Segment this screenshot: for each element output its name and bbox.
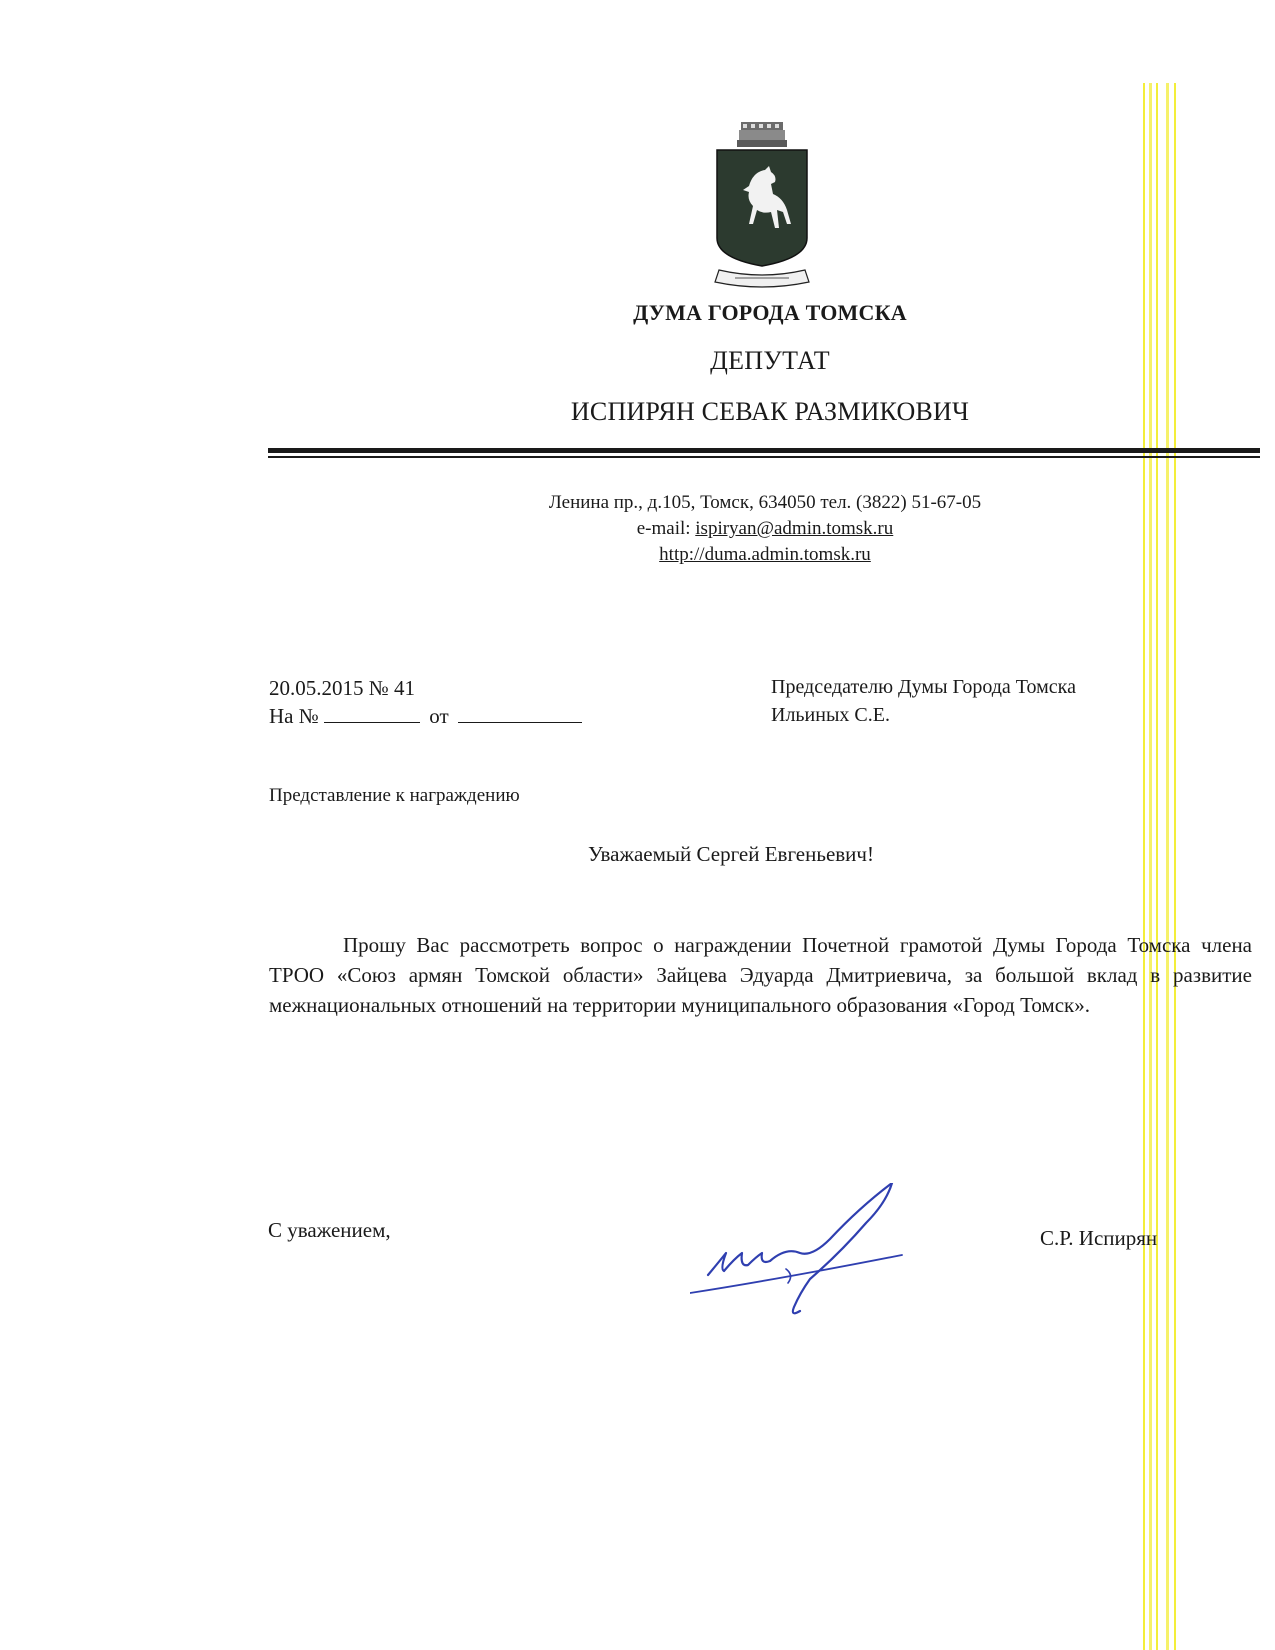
- in-reply-line: [269, 704, 582, 729]
- body-paragraph: Прошу Вас рассмотреть вопрос о награждении Почетной грамотой Думы Города Томска члена ТРОО «Союз армян Томской области» Зайцева Эдуарда Дмитриевича, за большой вклад в развитие межнациональных отношений на территории муниципального образования «Город Томск».: [269, 933, 1252, 1017]
- addressee-name: Ильиных С.Е.: [771, 704, 890, 726]
- document-date-number: 20.05.2015 № 41: [269, 676, 416, 700]
- signatory-name: С.Р. Испирян: [1040, 1226, 1158, 1250]
- address-phone: Ленина пр., д.105, Томск, 634050 тел. (3822) 51-67-05: [548, 492, 982, 513]
- header-divider-thin: [268, 456, 1260, 458]
- reply-date-blank: [458, 704, 582, 723]
- subject-line: Представление к награждению: [269, 785, 520, 806]
- position-title: ДЕПУТАТ: [710, 346, 830, 375]
- addressee-title: Председателю Думы Города Томска: [771, 676, 1076, 698]
- header-divider: [268, 448, 1260, 453]
- closing-phrase: С уважением,: [268, 1218, 391, 1242]
- signature-icon: [690, 1183, 940, 1323]
- in-reply-from: от: [429, 704, 449, 728]
- tomsk-coat-of-arms-icon: [713, 120, 811, 290]
- email-line: [0, 516, 1275, 542]
- in-reply-prefix: На №: [269, 704, 319, 728]
- email-link[interactable]: ispiryan@admin.tomsk.ru: [695, 518, 894, 539]
- email-label: e-mail:: [636, 518, 696, 539]
- organization-name: ДУМА ГОРОДА ТОМСКА: [633, 300, 907, 325]
- website-line: [0, 542, 1275, 568]
- salutation: Уважаемый Сергей Евгеньевич!: [588, 842, 874, 866]
- reply-number-blank: [324, 704, 420, 723]
- deputy-name: ИСПИРЯН СЕВАК РАЗМИКОВИЧ: [570, 397, 970, 426]
- website-link[interactable]: http://duma.admin.tomsk.ru: [659, 544, 871, 565]
- letter-body: [269, 930, 1252, 1020]
